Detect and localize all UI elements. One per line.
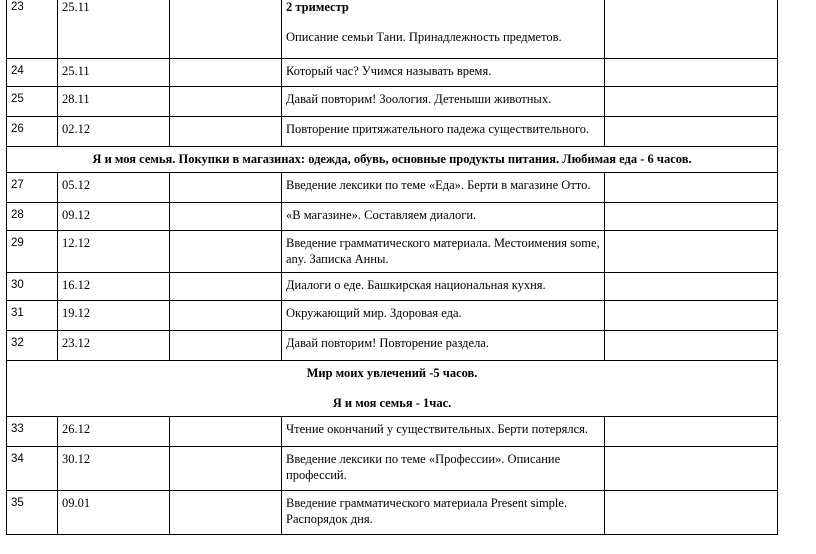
empty-cell	[605, 273, 778, 301]
lesson-number: 26	[7, 117, 58, 147]
lesson-date: 30.12	[58, 447, 170, 491]
table-row	[7, 231, 778, 273]
lesson-topic: Чтение окончаний у существительных. Берти потерялся.	[282, 417, 605, 447]
empty-cell	[170, 203, 282, 231]
empty-cell	[605, 417, 778, 447]
lesson-date: 25.11	[58, 59, 170, 87]
empty-cell	[605, 203, 778, 231]
lesson-number: 30	[7, 273, 58, 301]
lesson-date: 02.12	[58, 117, 170, 147]
empty-cell	[170, 301, 282, 331]
lesson-number: 24	[7, 59, 58, 87]
empty-cell	[170, 0, 282, 59]
lesson-topic: Повторение притяжательного падежа существительного.	[282, 117, 605, 147]
empty-cell	[605, 447, 778, 491]
lesson-number: 34	[7, 447, 58, 491]
empty-cell	[170, 87, 282, 117]
section-heading-line1: Мир моих увлечений -5 часов.	[306, 366, 478, 380]
lesson-date: 25.11	[58, 0, 170, 59]
lesson-topic: Введение лексики по теме «Еда». Берти в магазине Отто.	[282, 173, 605, 203]
lesson-date: 26.12	[58, 417, 170, 447]
empty-cell	[170, 447, 282, 491]
lesson-date: 28.11	[58, 87, 170, 117]
lesson-number: 25	[7, 87, 58, 117]
table-row	[7, 87, 778, 117]
lesson-date: 12.12	[58, 231, 170, 273]
table-row	[7, 331, 778, 361]
lesson-topic: Диалоги о еде. Башкирская национальная кухня.	[282, 273, 605, 301]
table-row	[7, 417, 778, 447]
empty-cell	[170, 231, 282, 273]
empty-cell	[605, 301, 778, 331]
trimester-heading: 2 триместр	[286, 0, 349, 14]
lesson-topic: «В магазине». Составляем диалоги.	[282, 203, 605, 231]
lesson-number: 28	[7, 203, 58, 231]
lesson-date: 16.12	[58, 273, 170, 301]
lesson-number: 32	[7, 331, 58, 361]
table-row	[7, 301, 778, 331]
empty-cell	[170, 417, 282, 447]
lesson-plan-table	[6, 0, 778, 535]
table-row	[7, 173, 778, 203]
empty-cell	[605, 87, 778, 117]
section-row	[7, 147, 778, 173]
lesson-topic: Введение грамматического материала Present simple. Распорядок дня.	[282, 491, 605, 535]
lesson-date: 05.12	[58, 173, 170, 203]
lesson-topic-text: Описание семьи Тани. Принадлежность предметов.	[286, 30, 562, 44]
empty-cell	[170, 331, 282, 361]
section-heading: Я и моя семья. Покупки в магазинах: одежда, обувь, основные продукты питания. Любимая еда - 6 часов.	[7, 147, 778, 173]
table-row	[7, 0, 778, 59]
empty-cell	[605, 0, 778, 59]
empty-cell	[170, 491, 282, 535]
empty-cell	[605, 331, 778, 361]
section-row	[7, 361, 778, 417]
lesson-topic: Давай повторим! Зоология. Детеныши животных.	[282, 87, 605, 117]
empty-cell	[170, 273, 282, 301]
empty-cell	[605, 59, 778, 87]
section-heading-line2: Я и моя семья - 1час.	[332, 396, 452, 410]
lesson-date: 09.01	[58, 491, 170, 535]
lesson-number: 31	[7, 301, 58, 331]
empty-cell	[605, 117, 778, 147]
lesson-topic	[282, 0, 605, 59]
empty-cell	[605, 173, 778, 203]
table-row	[7, 273, 778, 301]
table-row	[7, 59, 778, 87]
table-row	[7, 447, 778, 491]
lesson-topic: Который час? Учимся называть время.	[282, 59, 605, 87]
empty-cell	[170, 117, 282, 147]
lesson-date: 23.12	[58, 331, 170, 361]
lesson-number: 23	[7, 0, 58, 59]
section-heading	[7, 361, 778, 417]
lesson-date: 19.12	[58, 301, 170, 331]
empty-cell	[170, 173, 282, 203]
lesson-date: 09.12	[58, 203, 170, 231]
empty-cell	[605, 231, 778, 273]
lesson-topic: Давай повторим! Повторение раздела.	[282, 331, 605, 361]
table-row	[7, 491, 778, 535]
lesson-number: 35	[7, 491, 58, 535]
empty-cell	[605, 491, 778, 535]
lesson-topic: Окружающий мир. Здоровая еда.	[282, 301, 605, 331]
table-row	[7, 203, 778, 231]
table-row	[7, 117, 778, 147]
lesson-number: 33	[7, 417, 58, 447]
lesson-number: 29	[7, 231, 58, 273]
lesson-topic: Введение грамматического материала. Местоимения some, any. Записка Анны.	[282, 231, 605, 273]
lesson-topic: Введение лексики по теме «Профессии». Описание профессий.	[282, 447, 605, 491]
empty-cell	[170, 59, 282, 87]
lesson-number: 27	[7, 173, 58, 203]
